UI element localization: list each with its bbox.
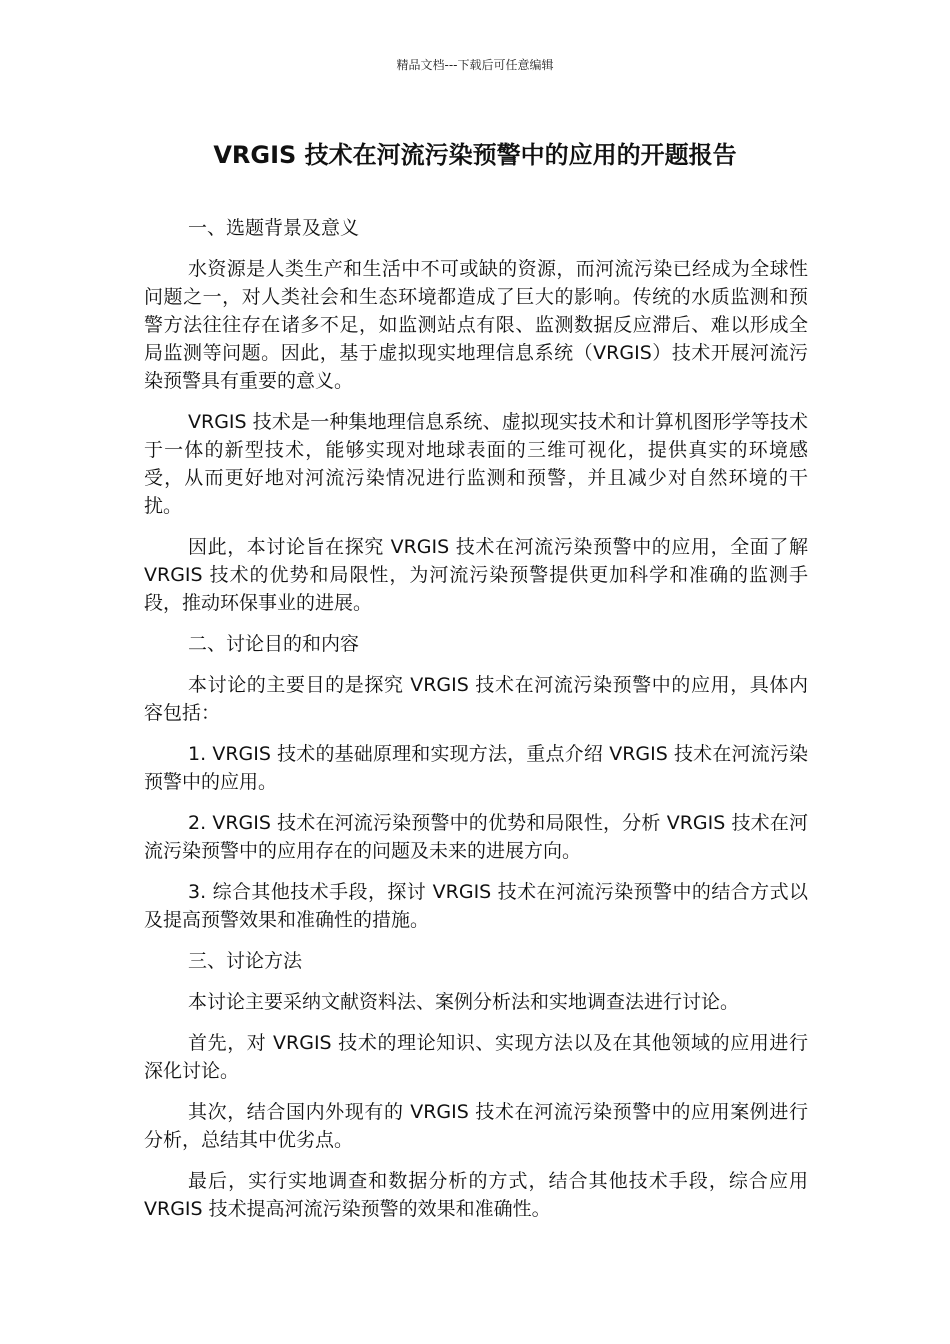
paragraph: 水资源是人类生产和生活中不可或缺的资源，而河流污染已经成为全球性问题之一，对人类社会和生态环境都造成了巨大的影响。传统的水质监测和预警方法往往存在诸多不足，如监测站点有限、监测数据反应滞后、难以形成全局监测等问题。因此，基于虚拟现实地理信息系统（VRGIS）技术开展河流污染预警具有重要的意义。 — [144, 258, 808, 392]
list-item: 2. VRGIS 技术在河流污染预警中的优势和局限性，分析 VRGIS 技术在河流污染预警中的应用存在的问题及未来的进展方向。 — [144, 812, 808, 862]
document-body — [144, 214, 808, 1236]
section-objectives — [144, 630, 808, 934]
paragraph: 其次，结合国内外现有的 VRGIS 技术在河流污染预警中的应用案例进行分析，总结其中优劣点。 — [144, 1101, 808, 1151]
section-heading: 二、讨论目的和内容 — [188, 633, 360, 655]
paragraph: VRGIS 技术是一种集地理信息系统、虚拟现实技术和计算机图形学等技术于一体的新型技术，能够实现对地球表面的三维可视化，提供真实的环境感受，从而更好地对河流污染情况进行监测和预警，并且减少对自然环境的干扰。 — [144, 411, 808, 517]
paragraph: 本讨论的主要目的是探究 VRGIS 技术在河流污染预警中的应用，具体内容包括： — [144, 674, 808, 724]
document-title: VRGIS 技术在河流污染预警中的应用的开题报告 — [213, 141, 737, 169]
section-background — [144, 214, 808, 617]
page-header: 精品文档---下载后可任意编辑 — [396, 58, 554, 72]
paragraph: 最后，实行实地调查和数据分析的方式，结合其他技术手段，综合应用 VRGIS 技术提高河流污染预警的效果和准确性。 — [144, 1170, 808, 1220]
section-heading: 三、讨论方法 — [188, 950, 303, 972]
paragraph: 首先，对 VRGIS 技术的理论知识、实现方法以及在其他领域的应用进行深化讨论。 — [144, 1032, 808, 1082]
list-item: 1. VRGIS 技术的基础原理和实现方法，重点介绍 VRGIS 技术在河流污染预警中的应用。 — [144, 743, 808, 793]
section-heading: 一、选题背景及意义 — [188, 217, 360, 239]
list-item: 3. 综合其他技术手段，探讨 VRGIS 技术在河流污染预警中的结合方式以及提高预警效果和准确性的措施。 — [144, 881, 808, 931]
paragraph: 因此，本讨论旨在探究 VRGIS 技术在河流污染预警中的应用，全面了解 VRGIS 技术的优势和局限性，为河流污染预警提供更加科学和准确的监测手段，推动环保事业的进展。 — [144, 536, 808, 614]
section-methods — [144, 947, 808, 1223]
paragraph: 本讨论主要采纳文献资料法、案例分析法和实地调查法进行讨论。 — [188, 991, 740, 1013]
